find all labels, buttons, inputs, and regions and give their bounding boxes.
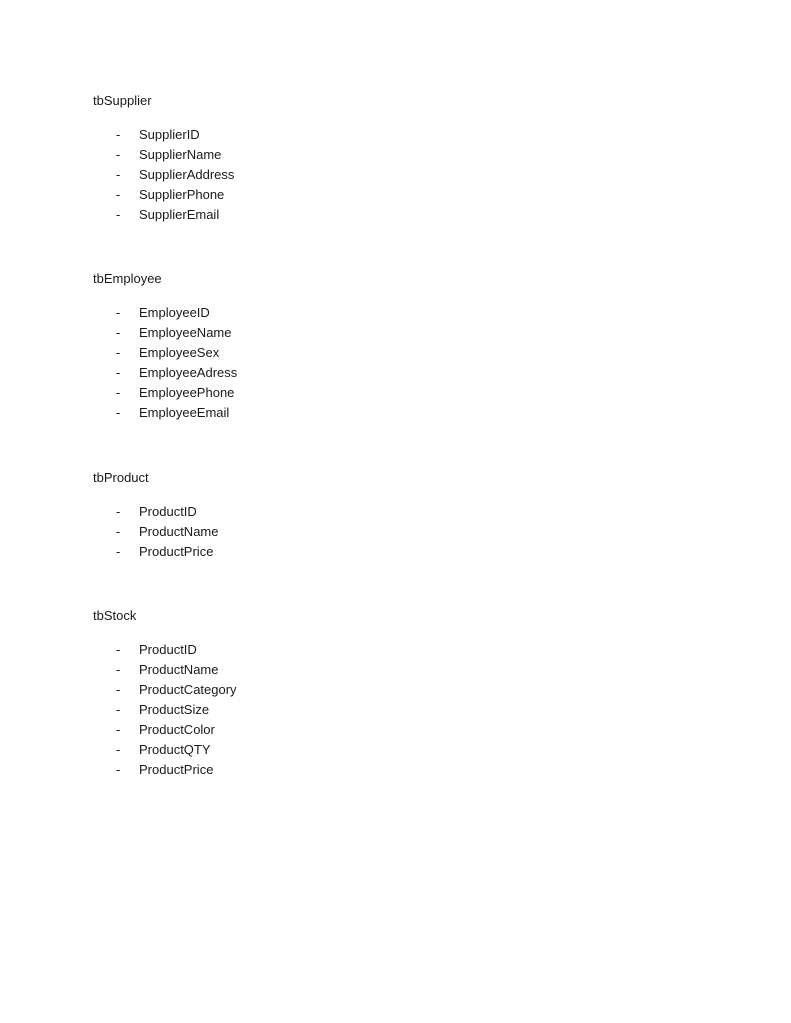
list-item (93, 363, 693, 383)
field-list (93, 640, 693, 780)
field-name: ProductID (139, 642, 197, 657)
field-name: SupplierID (139, 127, 200, 142)
bullet-dash: - (116, 544, 121, 559)
bullet-dash: - (116, 662, 121, 677)
field-name: SupplierName (139, 147, 222, 162)
list-item (93, 145, 693, 165)
field-name: ProductPrice (139, 544, 214, 559)
field-name: SupplierEmail (139, 207, 220, 222)
bullet-dash: - (116, 167, 121, 182)
bullet-dash: - (116, 742, 121, 757)
bullet-dash: - (116, 207, 121, 222)
list-item (93, 542, 693, 562)
bullet-dash: - (116, 365, 121, 380)
field-name: EmployeeID (139, 305, 210, 320)
table-section-employee (93, 270, 693, 423)
bullet-dash: - (116, 187, 121, 202)
list-item (93, 522, 693, 542)
list-item (93, 760, 693, 780)
section-title: tbStock (93, 608, 137, 623)
section-title: tbSupplier (93, 93, 152, 108)
section-title: tbEmployee (93, 271, 162, 286)
bullet-dash: - (116, 642, 121, 657)
list-item (93, 323, 693, 343)
field-name: ProductName (139, 524, 219, 539)
field-name: ProductColor (139, 722, 215, 737)
bullet-dash: - (116, 722, 121, 737)
table-section-supplier (93, 92, 693, 225)
list-item (93, 502, 693, 522)
bullet-dash: - (116, 147, 121, 162)
list-item (93, 185, 693, 205)
field-name: ProductID (139, 504, 197, 519)
bullet-dash: - (116, 127, 121, 142)
field-list (93, 502, 693, 562)
field-name: ProductSize (139, 702, 210, 717)
list-item (93, 205, 693, 225)
field-name: EmployeePhone (139, 385, 235, 400)
list-item (93, 165, 693, 185)
section-title: tbProduct (93, 470, 149, 485)
field-name: EmployeeName (139, 325, 232, 340)
field-list (93, 125, 693, 225)
bullet-dash: - (116, 405, 121, 420)
field-name: EmployeeSex (139, 345, 220, 360)
field-name: EmployeeAdress (139, 365, 238, 380)
list-item (93, 125, 693, 145)
list-item (93, 700, 693, 720)
list-item (93, 303, 693, 323)
bullet-dash: - (116, 702, 121, 717)
field-name: EmployeeEmail (139, 405, 230, 420)
list-item (93, 343, 693, 363)
table-section-stock (93, 607, 693, 780)
list-item (93, 660, 693, 680)
bullet-dash: - (116, 305, 121, 320)
bullet-dash: - (116, 762, 121, 777)
list-item (93, 720, 693, 740)
list-item (93, 403, 693, 423)
list-item (93, 740, 693, 760)
bullet-dash: - (116, 504, 121, 519)
field-list (93, 303, 693, 423)
list-item (93, 383, 693, 403)
table-section-product (93, 469, 693, 562)
bullet-dash: - (116, 524, 121, 539)
field-name: SupplierPhone (139, 187, 225, 202)
bullet-dash: - (116, 385, 121, 400)
field-name: ProductCategory (139, 682, 237, 697)
list-item (93, 640, 693, 660)
field-name: ProductName (139, 662, 219, 677)
bullet-dash: - (116, 682, 121, 697)
field-name: ProductQTY (139, 742, 211, 757)
bullet-dash: - (116, 325, 121, 340)
field-name: ProductPrice (139, 762, 214, 777)
field-name: SupplierAddress (139, 167, 235, 182)
list-item (93, 680, 693, 700)
bullet-dash: - (116, 345, 121, 360)
